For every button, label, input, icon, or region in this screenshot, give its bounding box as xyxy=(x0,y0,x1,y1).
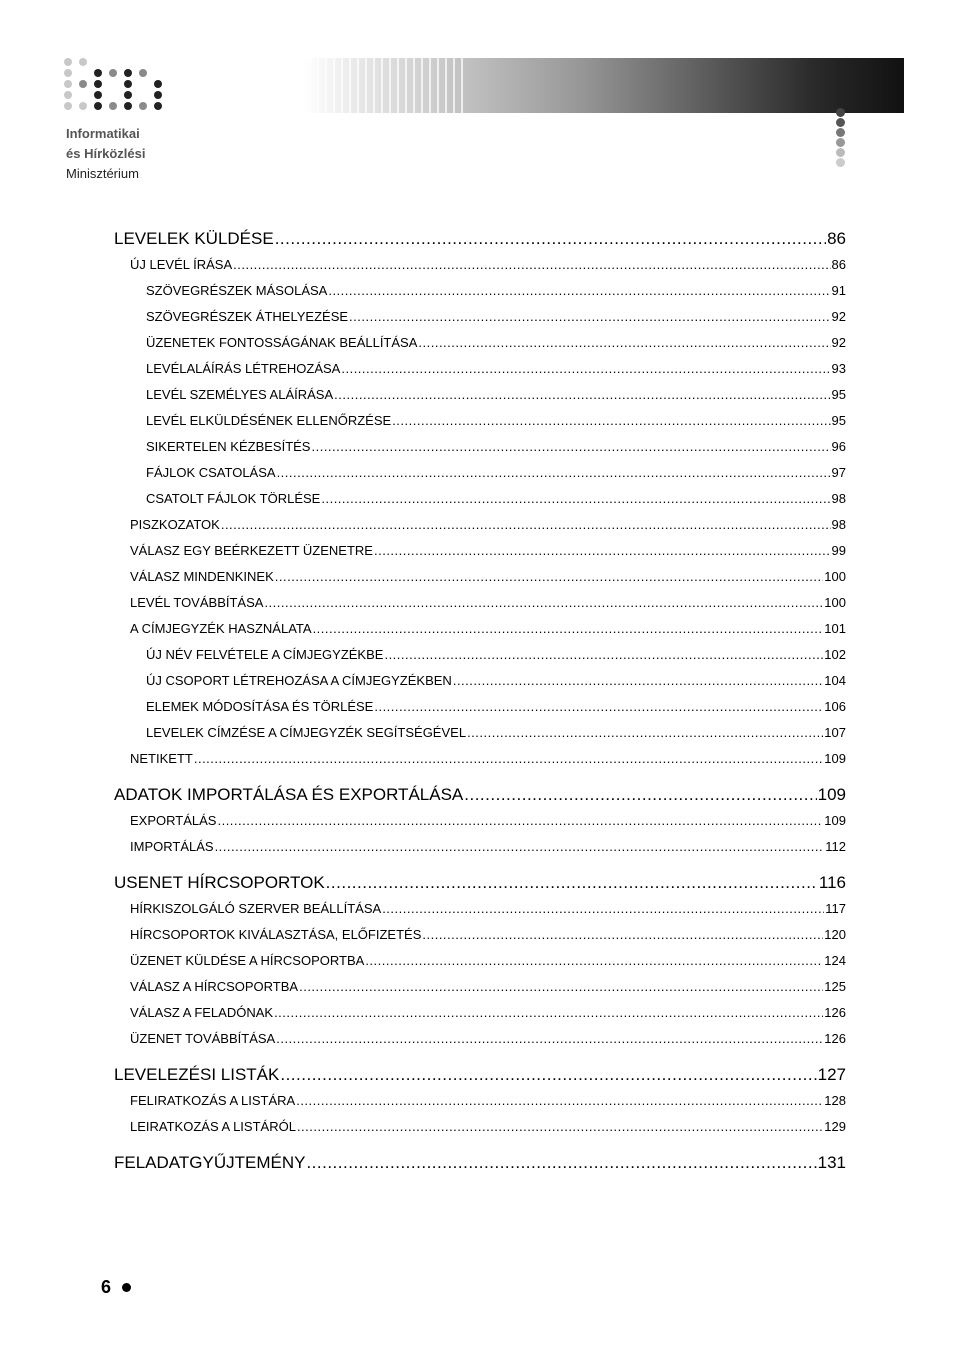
toc-entry-title: HÍRKISZOLGÁLÓ SZERVER BEÁLLÍTÁSA xyxy=(130,901,382,916)
toc-entry-title: NETIKETT xyxy=(130,751,193,766)
dot-leader xyxy=(275,564,824,590)
column-dot xyxy=(836,98,845,107)
toc-entry-page: 92 xyxy=(831,335,846,350)
toc-entry[interactable] xyxy=(114,834,846,860)
toc-entry-title: SIKERTELEN KÉZBESÍTÉS xyxy=(146,439,311,454)
logo-dot xyxy=(124,80,132,88)
toc-entry[interactable] xyxy=(114,512,846,538)
logo-dot xyxy=(94,102,102,110)
toc-entry-title: HÍRCSOPORTOK KIVÁLASZTÁSA, ELŐFIZETÉS xyxy=(130,927,422,942)
column-dot xyxy=(836,118,845,127)
column-dot xyxy=(836,78,845,87)
dot-leader xyxy=(321,486,830,512)
toc-entry[interactable] xyxy=(114,564,846,590)
dot-leader xyxy=(392,408,830,434)
toc-entry-page: 99 xyxy=(831,543,846,558)
toc-entry-title: ÜZENET KÜLDÉSE A HÍRCSOPORTBA xyxy=(130,953,365,968)
dot-leader xyxy=(311,434,830,460)
toc-entry-page: 127 xyxy=(817,1065,846,1084)
toc-entry[interactable] xyxy=(114,434,846,460)
toc-entry[interactable] xyxy=(114,1000,846,1026)
toc-entry-title: ÚJ NÉV FELVÉTELE A CÍMJEGYZÉKBE xyxy=(146,647,384,662)
logo-dot xyxy=(64,69,72,77)
toc-entry-page: 100 xyxy=(824,595,846,610)
column-dot xyxy=(836,128,845,137)
column-dot xyxy=(836,88,845,97)
dot-leader xyxy=(453,668,823,694)
column-dot xyxy=(836,58,845,67)
toc-entry-title: VÁLASZ EGY BEÉRKEZETT ÜZENETRE xyxy=(130,543,373,558)
toc-entry-page: 126 xyxy=(824,1005,846,1020)
logo-line-3: Minisztérium xyxy=(66,166,139,181)
toc-entry-title: ÜZENETEK FONTOSSÁGÁNAK BEÁLLÍTÁSA xyxy=(146,335,418,350)
dot-leader xyxy=(299,974,823,1000)
toc-entry-title: ÚJ LEVÉL ÍRÁSA xyxy=(130,257,233,272)
toc-entry[interactable] xyxy=(114,1088,846,1114)
toc-entry[interactable] xyxy=(114,408,846,434)
logo-dot xyxy=(64,102,72,110)
dot-leader xyxy=(467,720,823,746)
dot-leader xyxy=(326,870,818,896)
dot-leader xyxy=(297,1114,823,1140)
dot-leader xyxy=(313,616,824,642)
toc-entry-page: 131 xyxy=(817,1153,846,1172)
dot-leader xyxy=(422,922,823,948)
dot-leader xyxy=(264,590,823,616)
dot-leader xyxy=(233,252,830,278)
toc-entry-page: 129 xyxy=(824,1119,846,1134)
dot-leader xyxy=(365,948,823,974)
dot-leader xyxy=(274,1000,823,1026)
toc-entry[interactable] xyxy=(114,948,846,974)
dot-leader xyxy=(334,382,830,408)
toc-entry-page: 102 xyxy=(824,647,846,662)
toc-entry-page: 104 xyxy=(824,673,846,688)
logo-dot xyxy=(79,80,87,88)
bullet-icon xyxy=(122,1283,131,1292)
toc-entry[interactable] xyxy=(114,782,846,808)
toc-entry-page: 95 xyxy=(831,387,846,402)
toc-entry-page: 91 xyxy=(831,283,846,298)
header-banner-stripes xyxy=(303,58,463,113)
dot-leader xyxy=(217,808,823,834)
toc-entry-page: 109 xyxy=(824,813,846,828)
toc-entry[interactable] xyxy=(114,278,846,304)
toc-entry[interactable] xyxy=(114,616,846,642)
dot-leader xyxy=(418,330,830,356)
toc-entry-page: 125 xyxy=(824,979,846,994)
toc-entry-title: FÁJLOK CSATOLÁSA xyxy=(146,465,276,480)
toc-entry-title: ADATOK IMPORTÁLÁSA ÉS EXPORTÁLÁSA xyxy=(114,785,464,804)
ministry-logo xyxy=(64,58,184,188)
logo-dot xyxy=(124,102,132,110)
toc-entry-page: 93 xyxy=(831,361,846,376)
toc-entry-page: 109 xyxy=(824,751,846,766)
toc-entry[interactable] xyxy=(114,808,846,834)
toc-entry-title: FELADATGYŰJTEMÉNY xyxy=(114,1153,306,1172)
toc-entry-title: LEVÉL ELKÜLDÉSÉNEK ELLENŐRZÉSE xyxy=(146,413,392,428)
logo-dot xyxy=(64,80,72,88)
toc-entry[interactable] xyxy=(114,974,846,1000)
dot-leader xyxy=(221,512,831,538)
toc-entry-page: 97 xyxy=(831,465,846,480)
toc-entry[interactable] xyxy=(114,356,846,382)
toc-entry[interactable] xyxy=(114,538,846,564)
toc-entry-page: 107 xyxy=(824,725,846,740)
toc-entry[interactable] xyxy=(114,896,846,922)
toc-entry-page: 98 xyxy=(831,491,846,506)
toc-entry-title: ELEMEK MÓDOSÍTÁSA ÉS TÖRLÉSE xyxy=(146,699,374,714)
toc-entry[interactable] xyxy=(114,1150,846,1176)
logo-text xyxy=(66,124,146,184)
dot-leader xyxy=(382,896,824,922)
toc-entry-title: LEVÉL SZEMÉLYES ALÁÍRÁSA xyxy=(146,387,334,402)
logo-dot xyxy=(94,91,102,99)
toc-entry-title: VÁLASZ A FELADÓNAK xyxy=(130,1005,274,1020)
table-of-contents xyxy=(114,226,846,1176)
toc-entry[interactable] xyxy=(114,252,846,278)
dot-leader xyxy=(384,642,823,668)
logo-dot xyxy=(124,69,132,77)
logo-dot xyxy=(64,91,72,99)
logo-dot xyxy=(94,80,102,88)
toc-entry-page: 128 xyxy=(824,1093,846,1108)
page-number: 6 xyxy=(101,1277,112,1297)
logo-dot xyxy=(139,69,147,77)
dot-leader xyxy=(328,278,830,304)
toc-entry[interactable] xyxy=(114,304,846,330)
dot-leader xyxy=(349,304,830,330)
dot-leader xyxy=(341,356,830,382)
dot-leader xyxy=(306,1150,816,1176)
logo-dot xyxy=(154,80,162,88)
dot-leader xyxy=(277,460,831,486)
toc-entry[interactable] xyxy=(114,694,846,720)
logo-dot xyxy=(109,102,117,110)
toc-entry-title: EXPORTÁLÁS xyxy=(130,813,217,828)
logo-dot xyxy=(79,102,87,110)
toc-entry[interactable] xyxy=(114,922,846,948)
toc-entry[interactable] xyxy=(114,330,846,356)
toc-entry-title: VÁLASZ MINDENKINEK xyxy=(130,569,274,584)
toc-entry[interactable] xyxy=(114,486,846,512)
toc-entry-title: LEVÉL TOVÁBBÍTÁSA xyxy=(130,595,264,610)
column-dot xyxy=(836,108,845,117)
column-dot xyxy=(836,158,845,167)
column-dot xyxy=(836,148,845,157)
toc-entry[interactable] xyxy=(114,1026,846,1052)
logo-dot xyxy=(94,69,102,77)
toc-entry-page: 112 xyxy=(825,839,846,854)
logo-line-2: és Hírközlési xyxy=(66,146,146,161)
toc-entry-title: ÚJ CSOPORT LÉTREHOZÁSA A CÍMJEGYZÉKBEN xyxy=(146,673,452,688)
toc-entry[interactable] xyxy=(114,720,846,746)
logo-dot xyxy=(154,102,162,110)
toc-entry-title: FELIRATKOZÁS A LISTÁRA xyxy=(130,1093,296,1108)
toc-entry-page: 109 xyxy=(817,785,846,804)
toc-entry[interactable] xyxy=(114,382,846,408)
toc-entry-title: SZÖVEGRÉSZEK ÁTHELYEZÉSE xyxy=(146,309,349,324)
toc-entry-page: 96 xyxy=(831,439,846,454)
toc-entry-page: 101 xyxy=(824,621,846,636)
column-dot xyxy=(836,138,845,147)
toc-entry[interactable] xyxy=(114,668,846,694)
toc-entry[interactable] xyxy=(114,1114,846,1140)
toc-entry-page: 86 xyxy=(827,229,846,248)
toc-entry-title: LEVÉLALÁÍRÁS LÉTREHOZÁSA xyxy=(146,361,341,376)
dot-leader xyxy=(215,834,825,860)
toc-entry-title: LEVELEZÉSI LISTÁK xyxy=(114,1065,280,1084)
toc-entry-title: LEIRATKOZÁS A LISTÁRÓL xyxy=(130,1119,296,1134)
toc-entry[interactable] xyxy=(114,870,846,896)
logo-dot xyxy=(124,91,132,99)
toc-entry-title: SZÖVEGRÉSZEK MÁSOLÁSA xyxy=(146,283,328,298)
dot-leader xyxy=(194,746,823,772)
toc-entry-page: 98 xyxy=(831,517,846,532)
toc-entry-page: 117 xyxy=(825,901,846,916)
toc-entry-title: ÜZENET TOVÁBBÍTÁSA xyxy=(130,1031,276,1046)
toc-entry-page: 100 xyxy=(824,569,846,584)
dot-leader xyxy=(280,1062,816,1088)
toc-entry[interactable] xyxy=(114,746,846,772)
toc-entry-page: 124 xyxy=(824,953,846,968)
dot-leader xyxy=(296,1088,823,1114)
dot-leader xyxy=(275,226,826,252)
dot-leader xyxy=(374,538,831,564)
toc-entry-page: 86 xyxy=(831,257,846,272)
logo-dot xyxy=(64,58,72,66)
toc-entry-title: USENET HÍRCSOPORTOK xyxy=(114,873,325,892)
logo-line-1: Informatikai xyxy=(66,126,140,141)
toc-entry-page: 120 xyxy=(824,927,846,942)
toc-entry-page: 126 xyxy=(824,1031,846,1046)
toc-entry-page: 106 xyxy=(824,699,846,714)
toc-entry-title: VÁLASZ A HÍRCSOPORTBA xyxy=(130,979,299,994)
toc-entry[interactable] xyxy=(114,590,846,616)
toc-entry-page: 95 xyxy=(831,413,846,428)
toc-entry-title: A CÍMJEGYZÉK HASZNÁLATA xyxy=(130,621,312,636)
logo-dot xyxy=(154,91,162,99)
toc-entry-page: 92 xyxy=(831,309,846,324)
dot-leader xyxy=(276,1026,823,1052)
logo-dot xyxy=(109,69,117,77)
toc-entry-title: LEVELEK CÍMZÉSE A CÍMJEGYZÉK SEGÍTSÉGÉVEL xyxy=(146,725,467,740)
logo-dot xyxy=(139,102,147,110)
toc-entry[interactable] xyxy=(114,642,846,668)
toc-entry[interactable] xyxy=(114,1062,846,1088)
toc-entry[interactable] xyxy=(114,226,846,252)
toc-entry-title: PISZKOZATOK xyxy=(130,517,220,532)
toc-entry-title: CSATOLT FÁJLOK TÖRLÉSE xyxy=(146,491,321,506)
toc-entry-title: LEVELEK KÜLDÉSE xyxy=(114,229,274,248)
logo-dot xyxy=(79,58,87,66)
column-dot xyxy=(836,68,845,77)
toc-entry[interactable] xyxy=(114,460,846,486)
toc-entry-page: 116 xyxy=(818,873,846,892)
toc-entry-title: IMPORTÁLÁS xyxy=(130,839,214,854)
dot-leader xyxy=(374,694,823,720)
dot-leader xyxy=(464,782,816,808)
